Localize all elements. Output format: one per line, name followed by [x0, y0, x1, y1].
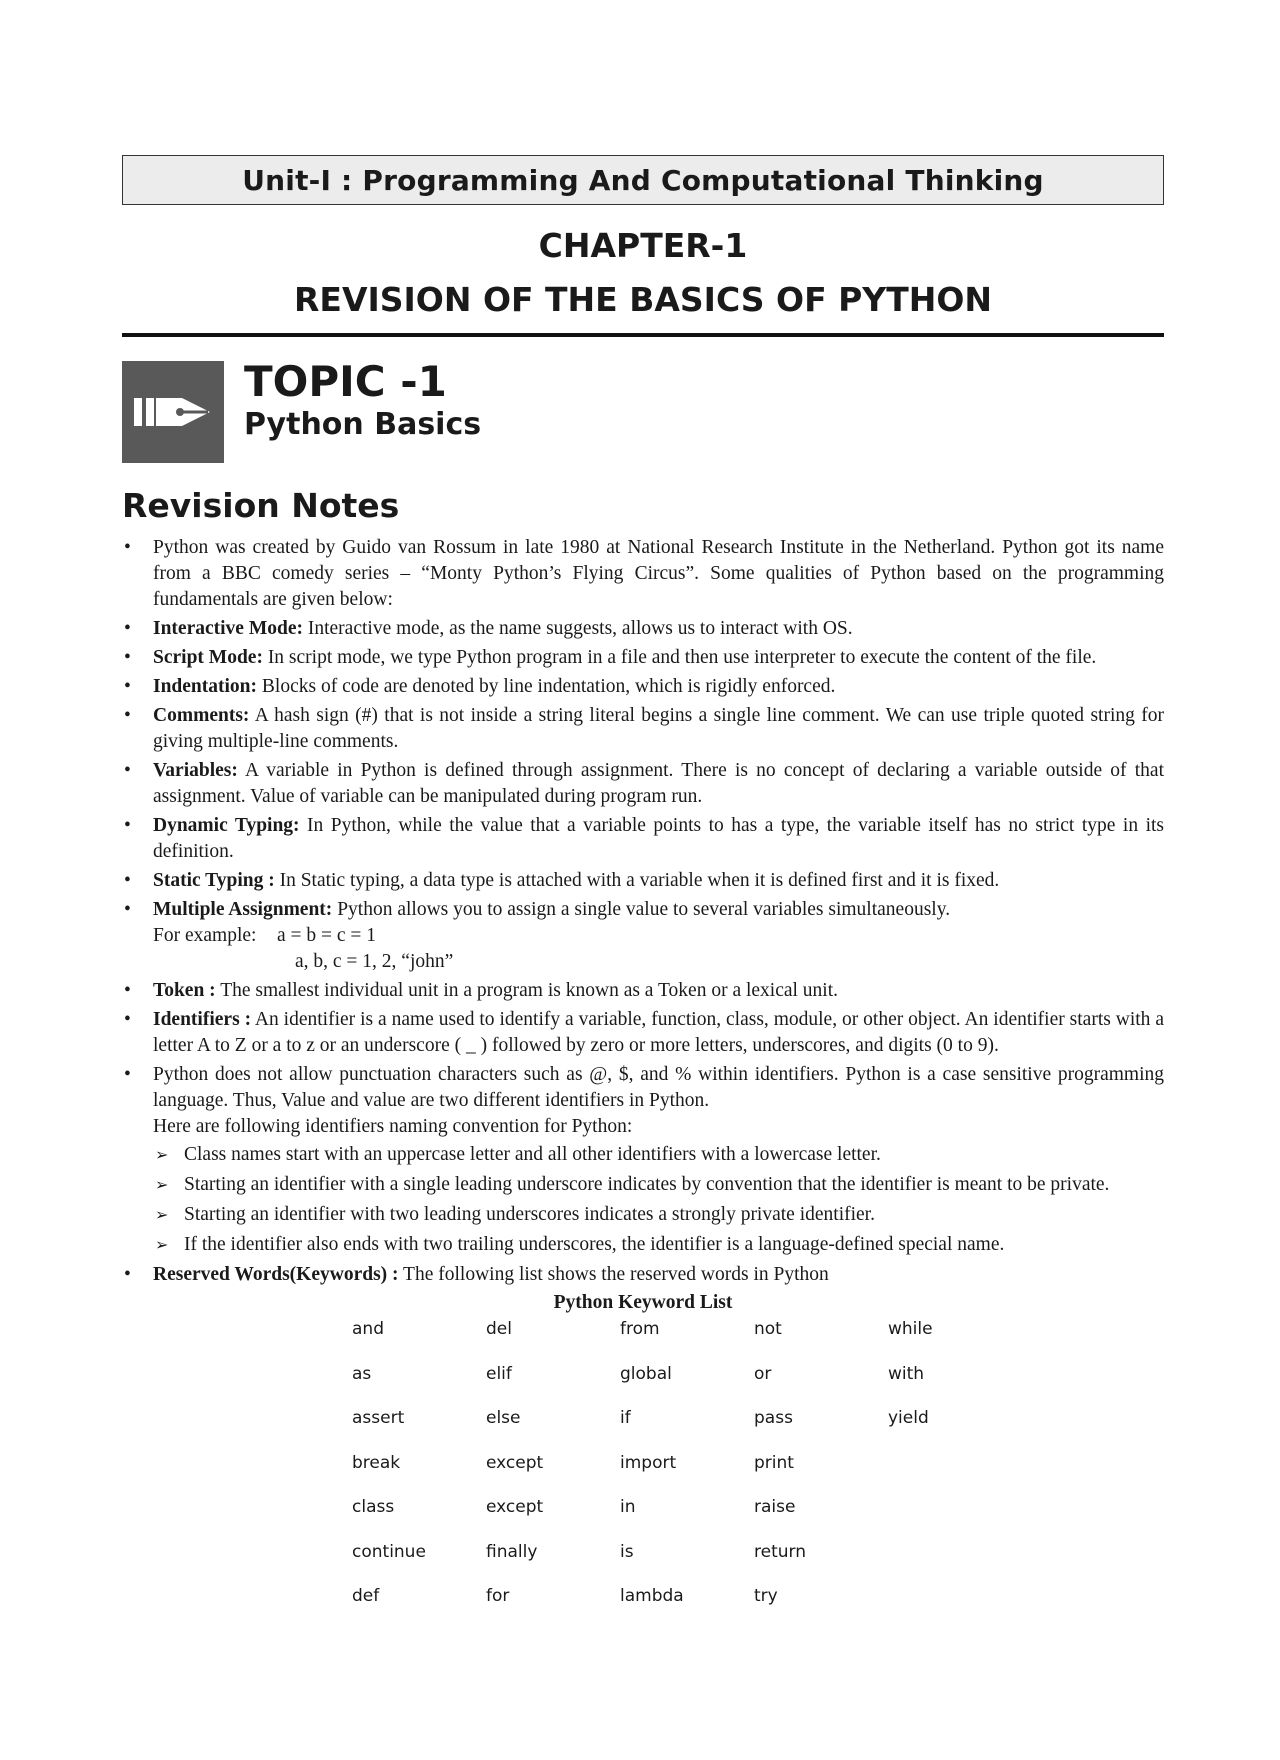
keyword-cell: as — [352, 1363, 372, 1384]
keyword-cell: except — [486, 1497, 544, 1517]
table-row — [352, 1406, 1022, 1451]
keyword-cell: return — [754, 1541, 806, 1562]
convention-item: ➢ If the identifier also ends with two trailing underscores, the identifier is a language-defined special name. — [153, 1232, 1164, 1258]
keyword-cell: import — [620, 1452, 677, 1473]
heading-rule — [122, 333, 1164, 337]
list-item — [122, 674, 1164, 700]
note-text: In script mode, we type Python program in a file and then use interpreter to execute the content of the file. — [262, 647, 1097, 668]
note-text: A hash sign (#) that is not inside a string literal begins a single line comment. We can use triple quoted string for giving multiple-line comments. — [153, 705, 1164, 752]
list-item — [122, 868, 1164, 894]
note-term: Dynamic Typing: — [153, 815, 300, 836]
keyword-cell: print — [754, 1452, 794, 1473]
revision-notes-list — [122, 535, 1164, 1288]
keyword-cell: elif — [486, 1363, 512, 1384]
keyword-cell: lambda — [620, 1586, 684, 1606]
note-text: Python does not allow punctuation characters such as @, $, and % within identifiers. Python is a case sensitive programming language. Thus, Value and value are two different identifiers in Python. — [153, 1064, 1164, 1111]
list-item — [122, 813, 1164, 865]
unit-banner: Unit-I : Programming And Computational Thinking — [122, 155, 1164, 205]
note-text: Python allows you to assign a single value to several variables simultaneously. — [332, 899, 951, 920]
note-text: The following list shows the reserved words in Python — [398, 1264, 829, 1285]
keyword-cell: and — [352, 1319, 384, 1339]
note-term: Indentation: — [153, 676, 258, 697]
keyword-cell: def — [352, 1586, 380, 1606]
note-term: Identifiers : — [153, 1009, 252, 1030]
keyword-cell: in — [620, 1497, 636, 1517]
keyword-cell: pass — [754, 1408, 793, 1428]
table-row — [352, 1451, 1022, 1496]
note-term: Reserved Words(Keywords) : — [153, 1264, 399, 1285]
convention-list — [153, 1142, 1164, 1258]
topic-subtitle: Python Basics — [244, 407, 482, 442]
note-text: Python was created by Guido van Rossum in late 1980 at National Research Institute in the Netherland. Python got its name from a BBC comedy series – “Monty Python’s Flying Circus”. Some qualities of Python based on the programming fundamentals are given below: — [153, 537, 1164, 610]
topic-header — [122, 357, 1164, 463]
keyword-cell: try — [754, 1586, 778, 1606]
keyword-table-caption: Python Keyword List — [553, 1292, 733, 1313]
table-row — [352, 1584, 1022, 1629]
keyword-cell — [888, 1451, 1022, 1496]
keyword-cell: raise — [754, 1497, 796, 1517]
keyword-cell: del — [486, 1319, 512, 1339]
note-text: In Static typing, a data type is attached with a variable when it is defined first and it is fixed. — [274, 870, 1000, 891]
keyword-cell: from — [620, 1319, 660, 1339]
example-label: For example: — [153, 925, 257, 946]
chapter-number: CHAPTER-1 — [538, 226, 748, 265]
note-term: Variables: — [153, 760, 238, 781]
example-code: a, b, c = 1, 2, “john” — [295, 951, 454, 972]
list-item — [122, 1062, 1164, 1258]
keyword-cell: except — [486, 1452, 544, 1473]
topic-title: TOPIC -1 — [244, 357, 447, 406]
chapter-heading — [122, 219, 1164, 327]
list-item — [122, 1007, 1164, 1059]
note-text: Blocks of code are denoted by line indentation, which is rigidly enforced. — [257, 676, 836, 697]
keyword-cell: yield — [888, 1408, 929, 1428]
keyword-cell — [888, 1540, 1022, 1585]
convention-item: ➢ Starting an identifier with a single leading underscore indicates by convention that the identifier is meant to be private. — [153, 1172, 1164, 1198]
table-row — [352, 1495, 1022, 1540]
table-row — [352, 1540, 1022, 1585]
convention-intro: Here are following identifiers naming convention for Python: — [153, 1116, 633, 1137]
keyword-cell: assert — [352, 1408, 405, 1428]
keyword-cell: with — [888, 1363, 925, 1384]
keyword-cell: for — [486, 1586, 510, 1606]
keyword-cell: class — [352, 1497, 395, 1517]
note-text: In Python, while the value that a variable points to has a type, the variable itself has no strict type in its definition. — [153, 815, 1164, 862]
list-item — [122, 703, 1164, 755]
keyword-cell: not — [754, 1319, 782, 1339]
chapter-title: REVISION OF THE BASICS OF PYTHON — [293, 280, 992, 319]
note-term: Token : — [153, 980, 216, 1001]
pen-nib-icon — [122, 361, 224, 463]
keyword-cell — [888, 1495, 1022, 1540]
keyword-cell: finally — [486, 1541, 538, 1562]
note-text: Interactive mode, as the name suggests, allows us to interact with OS. — [302, 618, 853, 639]
list-item — [122, 616, 1164, 642]
list-item — [122, 758, 1164, 810]
convention-item: ➢ Starting an identifier with two leading underscores indicates a strongly private identifier. — [153, 1202, 1164, 1228]
keyword-cell: is — [620, 1541, 634, 1562]
note-term: Static Typing : — [153, 870, 275, 891]
keyword-cell — [888, 1584, 1022, 1629]
list-item — [122, 897, 1164, 975]
note-term: Interactive Mode: — [153, 618, 303, 639]
note-term: Multiple Assignment: — [153, 899, 333, 920]
keyword-cell: global — [620, 1363, 672, 1384]
note-text: A variable in Python is defined through assignment. There is no concept of declaring a variable outside of that assignment. Value of variable can be manipulated during program run. — [153, 760, 1164, 807]
note-text: The smallest individual unit in a program is known as a Token or a lexical unit. — [215, 980, 839, 1001]
keyword-table — [352, 1317, 1022, 1629]
list-item — [122, 1262, 1164, 1288]
list-item — [122, 978, 1164, 1004]
keyword-cell: while — [888, 1319, 933, 1339]
example-line — [153, 923, 1164, 949]
page — [122, 155, 1164, 1629]
revision-notes-heading: Revision Notes — [122, 486, 400, 525]
list-item — [122, 645, 1164, 671]
keyword-cell: or — [754, 1363, 772, 1384]
note-term: Script Mode: — [153, 647, 263, 668]
example-code: a = b = c = 1 — [277, 925, 377, 946]
keyword-cell: else — [486, 1408, 521, 1428]
note-term: Comments: — [153, 705, 250, 726]
convention-item: ➢ Class names start with an uppercase letter and all other identifiers with a lowercase letter. — [153, 1142, 1164, 1168]
keyword-cell: if — [620, 1408, 631, 1428]
table-row — [352, 1317, 1022, 1362]
keyword-cell: continue — [352, 1541, 426, 1562]
table-row — [352, 1362, 1022, 1407]
note-text: An identifier is a name used to identify a variable, function, class, module, or other object. An identifier starts with a letter A to Z or a to z or an underscore ( _ ) followed by zero or more letters, underscores, and digits (0 to 9). — [153, 1009, 1164, 1056]
list-item — [122, 535, 1164, 613]
keyword-cell: break — [352, 1452, 401, 1473]
